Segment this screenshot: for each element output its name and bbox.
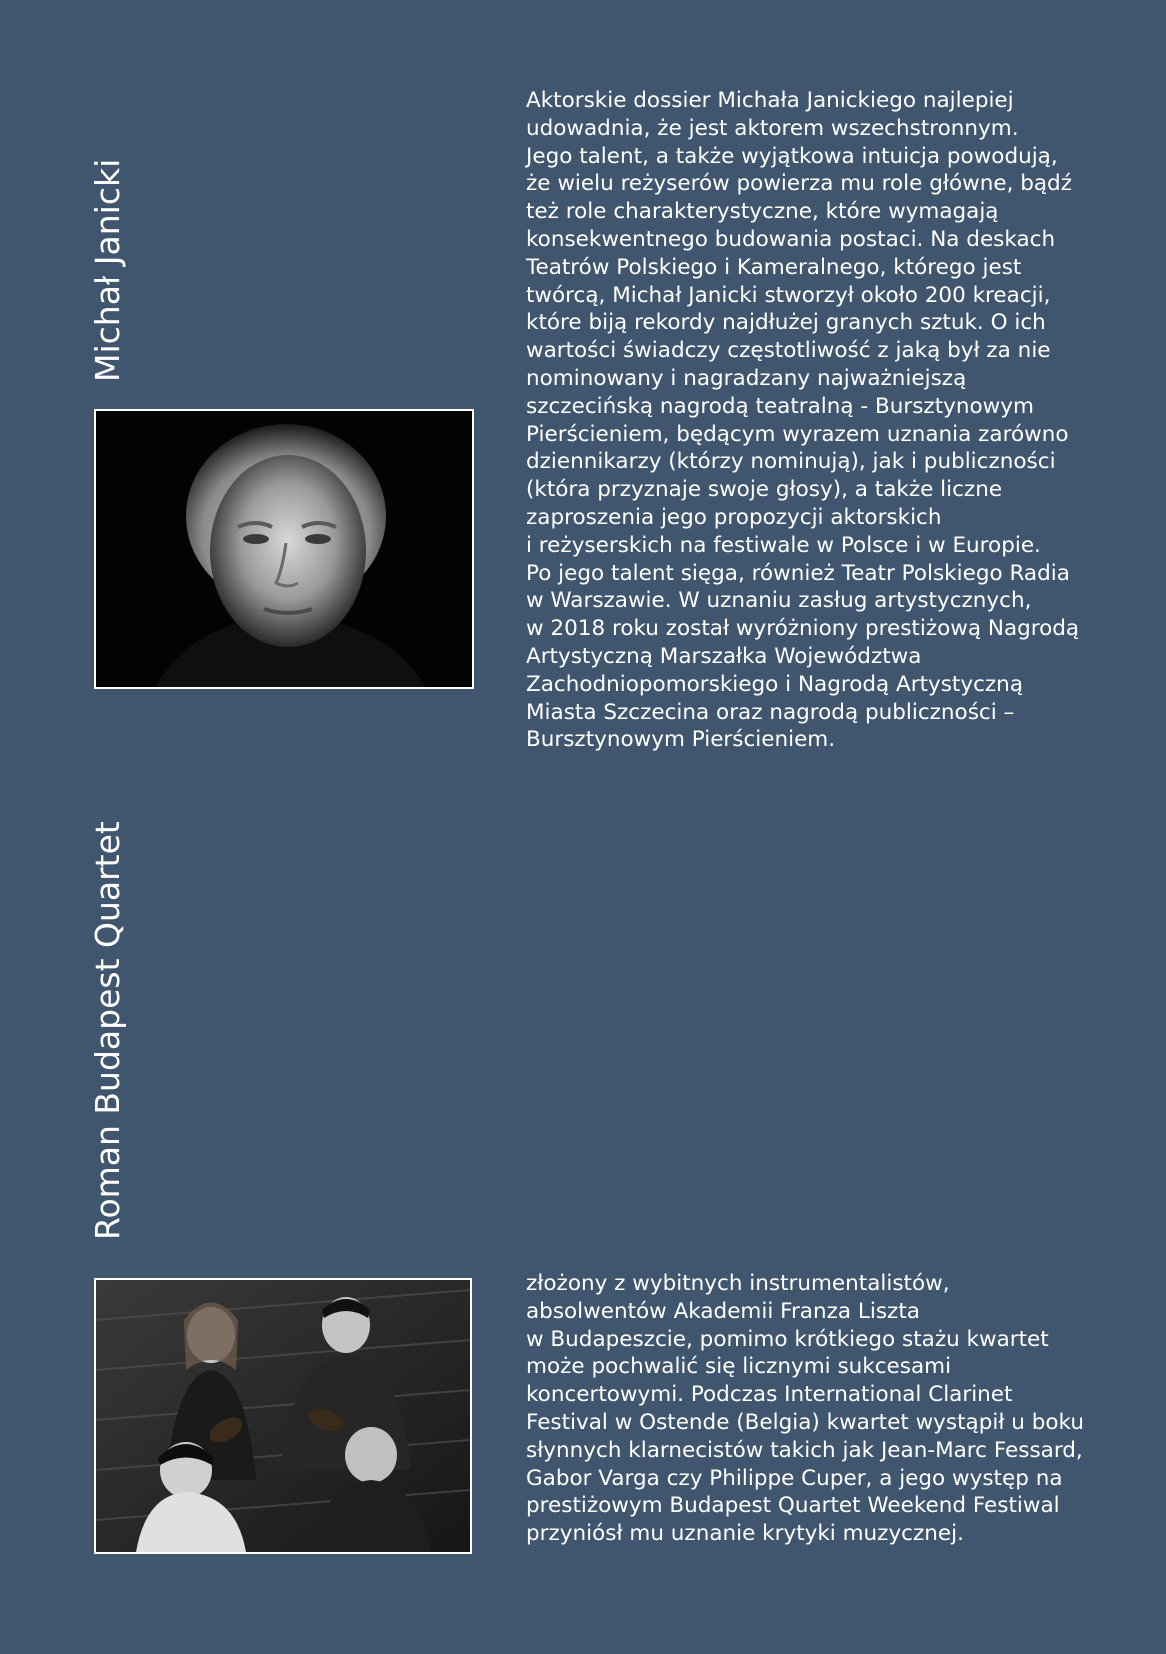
quartet-bio: złożony z wybitnych instrumentalistów, absolwentów Akademii Franza Liszta w Budapeszcie, pomimo krótkiego stażu kwartet może pochwalić się licznymi sukcesami koncertowymi. Podczas International Clarinet Festival w Ostende (Belgia) kwartet wystąpił u boku słynnych klarnecistów takich jak Jean-Marc Fessard, Gabor Varga czy Philippe Cuper, a jego występ na prestiżowym Budapest Quartet Weekend Festiwal przyniósł mu uznanie krytyki muzycznej. (526, 1271, 1084, 1547)
portrait-image (96, 411, 472, 687)
janicki-title: Michał Janicki (88, 158, 127, 382)
quartet-group-photo (94, 1278, 472, 1554)
quartet-title: Roman Budapest Quartet (88, 821, 127, 1240)
group-image (96, 1280, 470, 1552)
janicki-bio: Aktorskie dossier Michała Janickiego najlepiej udowadnia, że jest aktorem wszechstronnym. Jego talent, a także wyjątkowa intuicja powodują, że wielu reżyserów powierza mu role główne, bądź też role charakterystyczne, które wymagają konsekwentnego budowania postaci. Na deskach Teatrów Polskiego i Kameralnego, którego jest twórcą, Michał Janicki stworzył około 200 kreacji, które biją rekordy najdłużej granych sztuk. O ich wartości świadczy częstotliwość z jaką był za nie nominowany i nagradzany najważniejszą szczecińską nagrodą teatralną - Bursztynowym Pierścieniem, będącym wyrazem uznania zarówno dziennikarzy (którzy nominują), jak i publiczności (która przyznaje swoje głosy), a także liczne zaproszenia jego propozycji aktorskich i reżyserskich na festiwale w Polsce i w Europie. Po jego talent sięga, również Teatr Polskiego Radia w Warszawie. W uznaniu zasług artystycznych, w 2018 roku został wyróżniony prestiżową Nagrodą Artystyczną Marszałka Województwa Zachodniopomorskiego i Nagrodą Artystyczną Miasta Szczecina oraz nagrodą publiczności – Bursztynowym Pierścieniem. (526, 88, 1080, 753)
janicki-portrait-photo (94, 409, 474, 689)
